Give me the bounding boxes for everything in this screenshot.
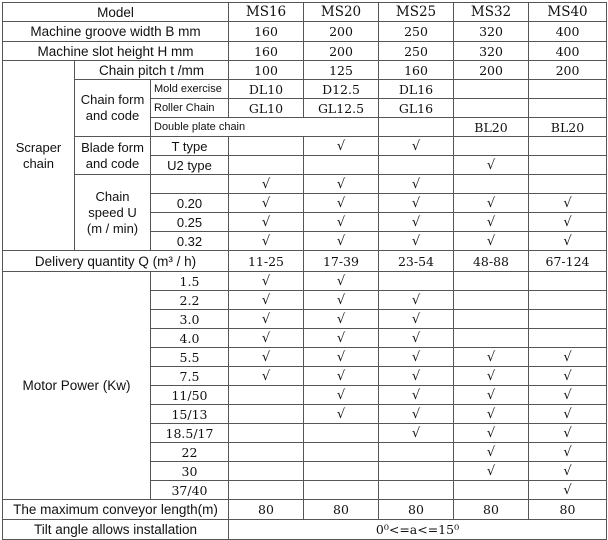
chain-speed-option — [151, 175, 229, 194]
motor-power-mark-5: √ — [529, 481, 607, 500]
max-length-value-4: 80 — [454, 500, 529, 520]
motor-power-mark-5: √ — [529, 405, 607, 424]
motor-power-option: 11/50 — [151, 386, 229, 405]
motor-power-mark-2: √ — [304, 272, 379, 291]
scraper-chain-label-line-2: chain — [22, 155, 55, 171]
motor-power-mark-2: √ — [304, 348, 379, 367]
motor-power-mark-1 — [229, 481, 304, 500]
motor-power-row — [3, 272, 607, 291]
u2-type-label: U2 type — [151, 156, 229, 175]
motor-power-mark-1 — [229, 405, 304, 424]
blade-form-label-line-1: Blade form — [81, 139, 144, 155]
motor-power-mark-3: √ — [379, 310, 454, 329]
chain-pitch-row — [3, 61, 607, 80]
chain-speed-mark-1: √ — [229, 194, 304, 213]
motor-power-option: 18.5/17 — [151, 424, 229, 443]
groove-width-value-2: 200 — [304, 22, 379, 42]
chain-speed-label-line-2: speed U — [88, 204, 137, 220]
chain-speed-mark-4: √ — [454, 194, 529, 213]
chain-pitch-label: Chain pitch t /mm — [75, 61, 229, 80]
motor-power-mark-4: √ — [454, 405, 529, 424]
motor-power-mark-5 — [529, 329, 607, 348]
chain-speed-mark-2: √ — [304, 232, 379, 251]
chain-speed-mark-5 — [529, 175, 607, 194]
chain-pitch-value-3: 160 — [379, 61, 454, 80]
chain-speed-mark-1: √ — [229, 232, 304, 251]
model-name-4: MS32 — [454, 3, 529, 22]
t-type-mark-4 — [454, 137, 529, 156]
motor-power-mark-5: √ — [529, 462, 607, 481]
motor-power-mark-5: √ — [529, 367, 607, 386]
roller-chain-value-2: GL12.5 — [304, 99, 379, 118]
chain-speed-mark-3: √ — [379, 213, 454, 232]
roller-chain-label: Roller Chain — [151, 99, 229, 118]
model-name-2: MS20 — [304, 3, 379, 22]
motor-power-option: 3.0 — [151, 310, 229, 329]
motor-power-mark-1 — [229, 424, 304, 443]
motor-power-mark-4 — [454, 291, 529, 310]
chain-speed-mark-5: √ — [529, 194, 607, 213]
chain-speed-mark-4: √ — [454, 213, 529, 232]
tilt-value: 0⁰<=a<=15⁰ — [229, 520, 607, 540]
slot-height-label: Machine slot height H mm — [3, 42, 229, 61]
u2-type-mark-2 — [304, 156, 379, 175]
model-name-5: MS40 — [529, 3, 607, 22]
chain-speed-mark-3: √ — [379, 232, 454, 251]
slot-height-value-2: 200 — [304, 42, 379, 61]
t-type-row — [3, 137, 607, 156]
machine-spec-table — [2, 2, 607, 540]
chain-speed-mark-3: √ — [379, 175, 454, 194]
t-type-mark-3: √ — [379, 137, 454, 156]
motor-power-mark-2 — [304, 424, 379, 443]
motor-power-mark-5 — [529, 310, 607, 329]
slot-height-value-4: 320 — [454, 42, 529, 61]
double-plate-value-4: BL20 — [454, 118, 529, 137]
motor-power-option: 22 — [151, 443, 229, 462]
motor-power-mark-3: √ — [379, 405, 454, 424]
chain-speed-label-line-1: Chain — [95, 188, 130, 204]
chain-speed-row — [3, 175, 607, 194]
motor-power-option: 5.5 — [151, 348, 229, 367]
mold-exercise-value-5 — [529, 80, 607, 99]
motor-power-mark-4 — [454, 310, 529, 329]
t-type-mark-2: √ — [304, 137, 379, 156]
mold-exercise-row — [3, 80, 607, 99]
chain-pitch-value-1: 100 — [229, 61, 304, 80]
slot-height-value-3: 250 — [379, 42, 454, 61]
u2-type-mark-5 — [529, 156, 607, 175]
motor-power-mark-2: √ — [304, 329, 379, 348]
groove-width-value-4: 320 — [454, 22, 529, 42]
slot-height-row — [3, 42, 607, 61]
motor-power-mark-1: √ — [229, 348, 304, 367]
motor-power-mark-2 — [304, 462, 379, 481]
motor-power-label: Motor Power (Kw) — [3, 272, 151, 500]
double-plate-value-5: BL20 — [529, 118, 607, 137]
slot-height-value-1: 160 — [229, 42, 304, 61]
blade-form-label — [75, 137, 151, 175]
groove-width-label: Machine groove width B mm — [3, 22, 229, 42]
chain-speed-mark-1: √ — [229, 175, 304, 194]
motor-power-mark-4 — [454, 481, 529, 500]
motor-power-mark-4: √ — [454, 462, 529, 481]
motor-power-mark-1: √ — [229, 310, 304, 329]
motor-power-mark-2 — [304, 443, 379, 462]
motor-power-option: 1.5 — [151, 272, 229, 291]
t-type-mark-5 — [529, 137, 607, 156]
motor-power-mark-4: √ — [454, 348, 529, 367]
chain-form-label-line-2: and code — [85, 108, 140, 123]
motor-power-mark-1: √ — [229, 367, 304, 386]
motor-power-mark-1 — [229, 462, 304, 481]
motor-power-mark-2: √ — [304, 367, 379, 386]
motor-power-mark-4 — [454, 329, 529, 348]
motor-power-mark-5: √ — [529, 443, 607, 462]
motor-power-mark-2: √ — [304, 310, 379, 329]
chain-speed-mark-1: √ — [229, 213, 304, 232]
chain-speed-mark-4 — [454, 175, 529, 194]
max-length-value-2: 80 — [304, 500, 379, 520]
tilt-label: Tilt angle allows installation — [3, 520, 229, 540]
motor-power-mark-2 — [304, 481, 379, 500]
double-plate-label: Double plate chain — [151, 118, 379, 137]
model-name-3: MS25 — [379, 3, 454, 22]
max-length-value-1: 80 — [229, 500, 304, 520]
chain-pitch-value-5: 200 — [529, 61, 607, 80]
chain-speed-mark-2: √ — [304, 175, 379, 194]
mold-exercise-value-1: DL10 — [229, 80, 304, 99]
chain-speed-mark-2: √ — [304, 213, 379, 232]
chain-speed-mark-2: √ — [304, 194, 379, 213]
chain-speed-mark-4: √ — [454, 232, 529, 251]
chain-speed-label — [75, 175, 151, 251]
blade-form-label-line-2: and code — [85, 155, 140, 171]
double-plate-value-3 — [379, 118, 454, 137]
chain-pitch-value-2: 125 — [304, 61, 379, 80]
motor-power-mark-3: √ — [379, 386, 454, 405]
chain-speed-mark-5: √ — [529, 232, 607, 251]
scraper-chain-label-line-1: Scraper — [15, 139, 62, 155]
motor-power-mark-4: √ — [454, 386, 529, 405]
chain-form-label — [75, 80, 151, 137]
chain-speed-mark-3: √ — [379, 194, 454, 213]
u2-type-mark-3 — [379, 156, 454, 175]
max-length-value-5: 80 — [529, 500, 607, 520]
delivery-label: Delivery quantity Q (m³ / h) — [3, 251, 229, 272]
roller-chain-value-4 — [454, 99, 529, 118]
mold-exercise-value-4 — [454, 80, 529, 99]
header-row — [3, 3, 607, 22]
roller-chain-value-1: GL10 — [229, 99, 304, 118]
t-type-label: T type — [151, 137, 229, 156]
roller-chain-value-5 — [529, 99, 607, 118]
max-length-value-3: 80 — [379, 500, 454, 520]
motor-power-mark-3 — [379, 462, 454, 481]
u2-type-mark-4: √ — [454, 156, 529, 175]
motor-power-mark-2: √ — [304, 291, 379, 310]
motor-power-mark-3: √ — [379, 291, 454, 310]
motor-power-mark-5: √ — [529, 386, 607, 405]
mold-exercise-label: Mold exercise — [151, 80, 229, 99]
motor-power-mark-3: √ — [379, 424, 454, 443]
delivery-value-3: 23-54 — [379, 251, 454, 272]
motor-power-option: 15/13 — [151, 405, 229, 424]
motor-power-mark-1 — [229, 443, 304, 462]
motor-power-mark-4 — [454, 272, 529, 291]
chain-speed-option: 0.20 — [151, 194, 229, 213]
motor-power-mark-1: √ — [229, 329, 304, 348]
motor-power-mark-5 — [529, 272, 607, 291]
motor-power-mark-3 — [379, 272, 454, 291]
motor-power-mark-3 — [379, 481, 454, 500]
chain-speed-option: 0.25 — [151, 213, 229, 232]
groove-width-value-1: 160 — [229, 22, 304, 42]
motor-power-option: 4.0 — [151, 329, 229, 348]
motor-power-mark-4: √ — [454, 443, 529, 462]
groove-width-row — [3, 22, 607, 42]
slot-height-value-5: 400 — [529, 42, 607, 61]
chain-form-label-line-1: Chain form — [80, 92, 145, 107]
groove-width-value-5: 400 — [529, 22, 607, 42]
motor-power-option: 7.5 — [151, 367, 229, 386]
motor-power-option: 30 — [151, 462, 229, 481]
motor-power-mark-3: √ — [379, 348, 454, 367]
roller-chain-value-3: GL16 — [379, 99, 454, 118]
tilt-row — [3, 520, 607, 540]
delivery-value-2: 17-39 — [304, 251, 379, 272]
chain-pitch-value-4: 200 — [454, 61, 529, 80]
delivery-row — [3, 251, 607, 272]
groove-width-value-3: 250 — [379, 22, 454, 42]
motor-power-mark-3: √ — [379, 367, 454, 386]
motor-power-option: 2.2 — [151, 291, 229, 310]
t-type-mark-1 — [229, 137, 304, 156]
delivery-value-1: 11-25 — [229, 251, 304, 272]
delivery-value-4: 48-88 — [454, 251, 529, 272]
motor-power-mark-1 — [229, 386, 304, 405]
motor-power-mark-1: √ — [229, 291, 304, 310]
max-length-label: The maximum conveyor length(m) — [3, 500, 229, 520]
motor-power-mark-4: √ — [454, 367, 529, 386]
model-label: Model — [3, 3, 229, 22]
scraper-chain-label — [3, 61, 75, 251]
motor-power-mark-4: √ — [454, 424, 529, 443]
motor-power-mark-2: √ — [304, 386, 379, 405]
chain-speed-option: 0.32 — [151, 232, 229, 251]
motor-power-mark-5: √ — [529, 348, 607, 367]
max-length-row — [3, 500, 607, 520]
chain-speed-mark-5: √ — [529, 213, 607, 232]
mold-exercise-value-3: DL16 — [379, 80, 454, 99]
motor-power-option: 37/40 — [151, 481, 229, 500]
model-name-1: MS16 — [229, 3, 304, 22]
motor-power-mark-5: √ — [529, 424, 607, 443]
motor-power-mark-3 — [379, 443, 454, 462]
motor-power-mark-3: √ — [379, 329, 454, 348]
motor-power-mark-1: √ — [229, 272, 304, 291]
delivery-value-5: 67-124 — [529, 251, 607, 272]
chain-speed-label-line-3: (m / min) — [86, 220, 139, 236]
motor-power-mark-5 — [529, 291, 607, 310]
mold-exercise-value-2: D12.5 — [304, 80, 379, 99]
motor-power-mark-2: √ — [304, 405, 379, 424]
u2-type-mark-1 — [229, 156, 304, 175]
